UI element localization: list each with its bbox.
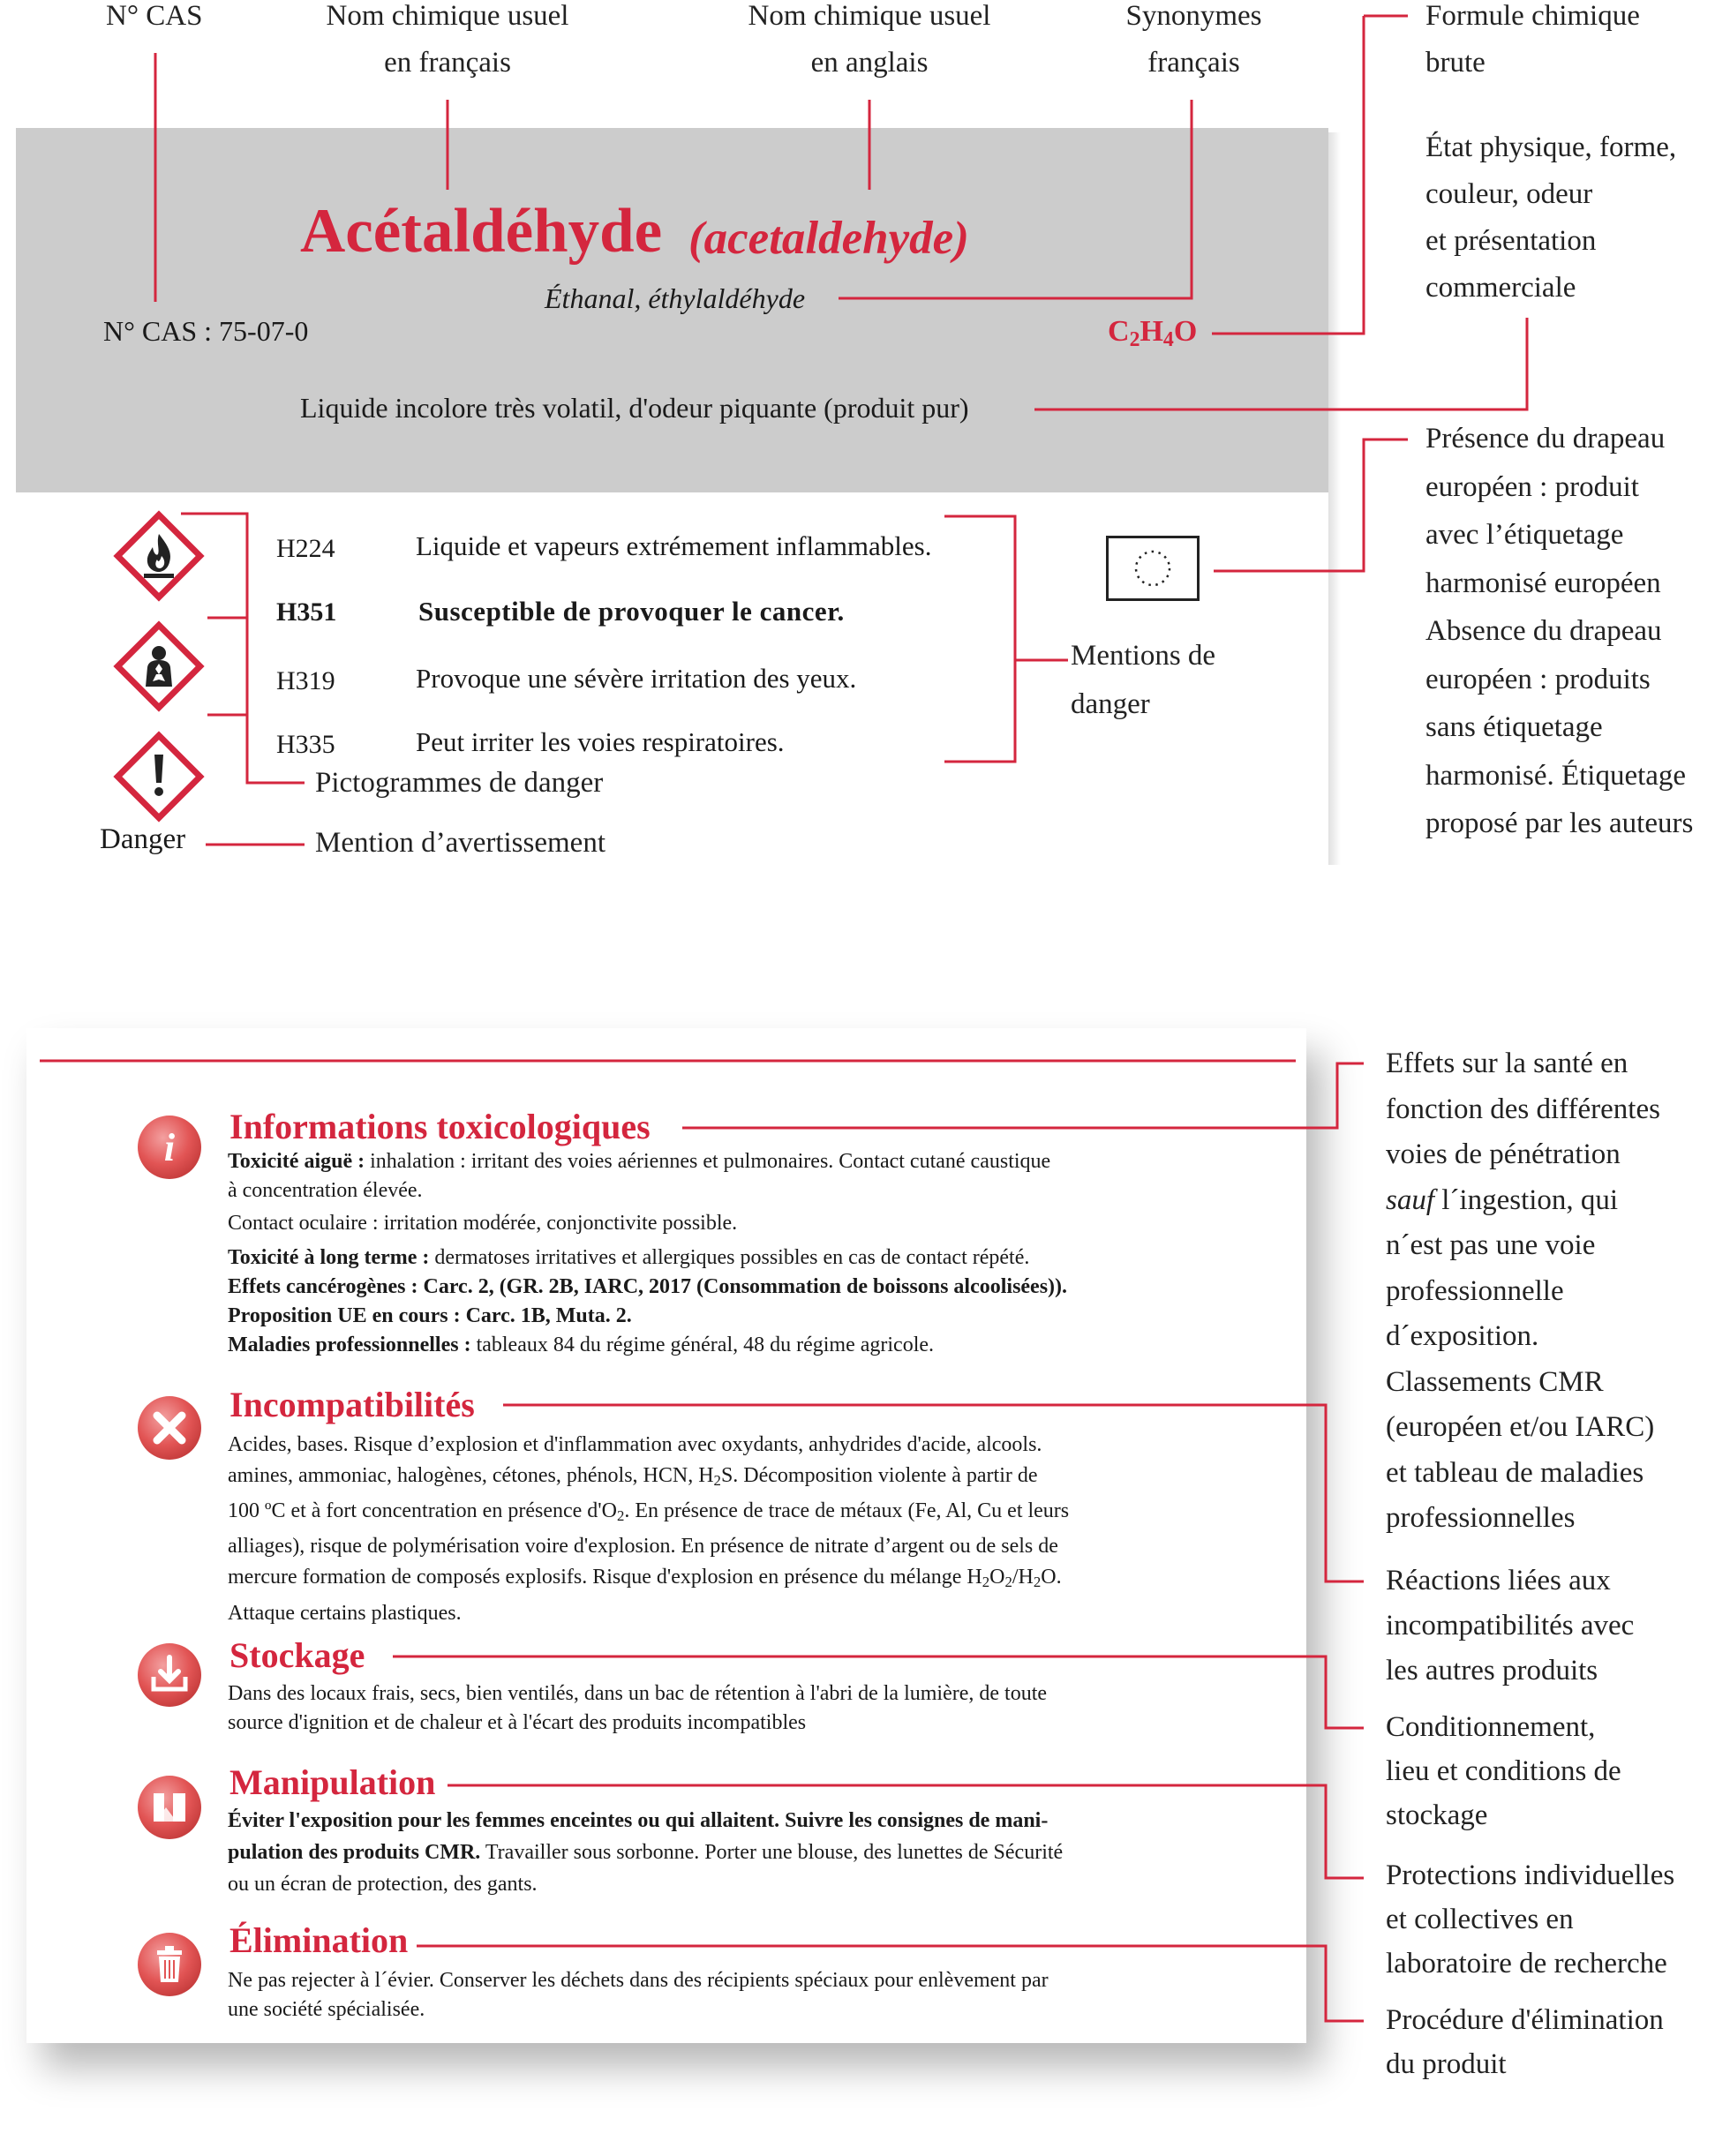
label-stock — [1386, 1705, 1621, 1837]
label-hazard-mentions-line2: danger — [1071, 688, 1150, 720]
stock-line: Dans des locaux frais, secs, bien ventilés, dans un bac de rétention à l'abri de la lumière, de toute — [228, 1682, 1048, 1705]
formula-h: H — [1140, 315, 1163, 348]
label-flag-line2: européen : produit — [1425, 470, 1639, 503]
label-name-fr-line1: Nom chimique usuel — [326, 0, 569, 32]
storage-icon — [134, 1640, 205, 1710]
label-state-line4: commerciale — [1425, 272, 1576, 304]
incomp-text: amines, ammoniac, halogènes, cétones, phénols, HCN, H — [228, 1464, 714, 1487]
formula-c-count: 2 — [1129, 327, 1140, 351]
label-tox-line: professionnelle — [1386, 1274, 1564, 1307]
hazard-text: Liquide et vapeurs extrémement inflammables. — [416, 530, 932, 561]
label-tox-text: l´ingestion, qui — [1434, 1183, 1619, 1216]
label-state-line2: couleur, odeur — [1425, 178, 1593, 210]
section-body-incomp — [228, 1430, 1269, 1629]
section-body-elim — [228, 1966, 1269, 2025]
label-stock-line: Conditionnement, — [1386, 1711, 1596, 1743]
label-manip-line: et collectives en — [1386, 1904, 1574, 1935]
incomp-sub: 2 — [1004, 1574, 1012, 1591]
section-title-elim: Élimination — [229, 1920, 409, 1960]
section-body-tox — [228, 1147, 1269, 1360]
tox-acute-label: Toxicité aiguë : — [228, 1150, 365, 1173]
label-name-en — [741, 0, 997, 86]
label-tox — [1386, 1041, 1660, 1542]
label-stock-line: lieu et conditions de — [1386, 1755, 1621, 1787]
tox-mp-label: Maladies professionnelles : — [228, 1333, 471, 1356]
section-title-tox: Informations toxicologiques — [229, 1107, 651, 1146]
incomp-text: S. Décomposition violente à partir de — [720, 1464, 1038, 1487]
incomp-text: /H — [1012, 1566, 1034, 1589]
hazard-code: H335 — [276, 730, 335, 759]
section-title-manip: Manipulation — [229, 1762, 436, 1802]
label-tox-line: Effets sur la santé en — [1386, 1048, 1628, 1079]
elim-line: une société spécialisée. — [228, 1998, 425, 2021]
label-name-en-line2: en anglais — [810, 47, 929, 79]
label-cas: N° CAS — [106, 0, 203, 32]
hazard-text: Susceptible de provoquer le cancer. — [418, 596, 845, 627]
label-synonyms-line1: Synonymes — [1125, 0, 1262, 32]
tox-longterm-label: Toxicité à long terme : — [228, 1246, 430, 1269]
label-elim — [1386, 1998, 1664, 2086]
tox-longterm-text: dermatoses irritatives et allergiques possibles en cas de contact répété. — [429, 1246, 1030, 1269]
manip-bold: pulation des produits CMR. — [228, 1841, 481, 1864]
health-hazard-pictogram-icon — [110, 618, 207, 715]
label-state-line3: et présentation — [1425, 225, 1597, 257]
cross-icon — [134, 1393, 205, 1463]
incomp-line — [228, 1461, 1269, 1496]
label-state-line1: État physique, forme, — [1425, 131, 1677, 163]
tox-line-acute-cont: à concentration élevée. — [228, 1179, 423, 1202]
label-synonyms — [1121, 0, 1267, 86]
label-flag-line3: avec l’étiquetage — [1425, 519, 1624, 551]
incomp-sub: 2 — [616, 1507, 625, 1525]
section-title-stock: Stockage — [229, 1635, 365, 1675]
manip-line: ou un écran de protection, des gants. — [228, 1873, 538, 1896]
product-formula — [1108, 315, 1197, 352]
label-manip-line: laboratoire de recherche — [1386, 1948, 1667, 1979]
tox-line-eu — [228, 1302, 1269, 1331]
label-name-en-line1: Nom chimique usuel — [748, 0, 991, 32]
label-name-fr-line2: en français — [384, 47, 511, 79]
tox-acute-text: inhalation : irritant des voies aériennes et pulmonaires. Contact cutané caustique — [365, 1150, 1051, 1173]
hazard-code: H224 — [276, 534, 335, 563]
label-elim-line: Procédure d'élimination — [1386, 2004, 1664, 2036]
label-incomp-line: Réactions liées aux — [1386, 1565, 1611, 1596]
section-body-stock — [228, 1679, 1269, 1738]
manip-line — [228, 1837, 1269, 1868]
label-incomp-line: les autres produits — [1386, 1655, 1598, 1686]
tox-carc-text: Effets cancérogènes : Carc. 2, (GR. 2B, IARC, 2017 (Consommation de boissons alcoolisées)). — [228, 1275, 1068, 1298]
incomp-line — [228, 1562, 1269, 1597]
label-elim-line: du produit — [1386, 2048, 1507, 2080]
incomp-text: O — [989, 1566, 1005, 1589]
label-tox-line: Classements CMR — [1386, 1365, 1604, 1398]
tox-line-carc — [228, 1273, 1269, 1302]
product-title-en: (acetaldehyde) — [688, 213, 969, 264]
label-tox-sauf: sauf — [1386, 1183, 1435, 1216]
label-formula-line2: brute — [1425, 47, 1486, 79]
formula-c: C — [1108, 315, 1130, 348]
label-formula-line1: Formule chimique — [1425, 0, 1640, 32]
label-tox-line: (européen et/ou IARC) — [1386, 1411, 1655, 1443]
incomp-text: . En présence de trace de métaux (Fe, Al, Cu et leurs — [624, 1499, 1070, 1523]
label-synonyms-line2: français — [1147, 47, 1240, 79]
incomp-sub: 2 — [1033, 1574, 1042, 1591]
exclamation-pictogram-icon — [110, 728, 207, 825]
eu-flag-icon — [1106, 536, 1200, 601]
label-incomp-line: incompatibilités avec — [1386, 1610, 1635, 1641]
section-title-incomp: Incompatibilités — [229, 1385, 475, 1424]
stock-line: source d'ignition et de chaleur et à l'écart des produits incompatibles — [228, 1711, 807, 1734]
tox-line-eye: Contact oculaire : irritation modérée, conjonctivite possible. — [228, 1212, 738, 1235]
label-tox-line: voies de pénétration — [1386, 1138, 1621, 1170]
incomp-line: Attaque certains plastiques. — [228, 1601, 462, 1625]
label-flag-line4: harmonisé européen — [1425, 567, 1661, 599]
label-formula — [1425, 0, 1640, 86]
label-stock-line: stockage — [1386, 1799, 1488, 1831]
label-hazard-mentions-line1: Mentions de — [1071, 640, 1216, 672]
info-icon — [134, 1112, 205, 1183]
product-cas: N° CAS : 75-07-0 — [103, 315, 309, 347]
incomp-line — [228, 1496, 1269, 1531]
tox-mp-text: tableaux 84 du régime général, 48 du régime agricole. — [470, 1333, 935, 1356]
incomp-sub: 2 — [982, 1574, 990, 1591]
formula-h-count: 4 — [1162, 327, 1174, 351]
trash-icon — [134, 1929, 205, 2000]
tox-line-mp — [228, 1331, 1269, 1360]
formula-o: O — [1173, 315, 1198, 348]
hazard-text: Peut irriter les voies respiratoires. — [416, 726, 785, 757]
label-pictograms: Pictogrammes de danger — [315, 767, 604, 799]
section-body-manip — [228, 1805, 1269, 1900]
flame-pictogram-icon — [110, 507, 207, 605]
tox-line-acute — [228, 1147, 1269, 1176]
product-state: Liquide incolore très volatil, d'odeur piquante (produit pur) — [300, 392, 969, 424]
hazard-code: H319 — [276, 666, 335, 695]
label-manip-line: Protections individuelles — [1386, 1859, 1675, 1891]
label-manip — [1386, 1853, 1674, 1986]
label-flag-line6: européen : produits — [1425, 663, 1651, 695]
label-incomp — [1386, 1559, 1634, 1694]
product-synonyms: Éthanal, éthylaldéhyde — [545, 282, 806, 314]
hazard-text: Provoque une sévère irritation des yeux. — [416, 663, 857, 694]
svg-text:i: i — [163, 1126, 176, 1169]
label-flag-line7: sans étiquetage — [1425, 711, 1603, 743]
label-tox-line: fonction des différentes — [1386, 1093, 1660, 1125]
manip-text: Travailler sous sorbonne. Porter une blouse, des lunettes de Sécurité — [480, 1841, 1064, 1864]
label-flag — [1425, 415, 1693, 848]
label-state — [1425, 124, 1676, 312]
label-tox-line: professionnelles — [1386, 1502, 1576, 1534]
label-tox-line — [1386, 1178, 1660, 1224]
label-tox-line: n´est pas une voie — [1386, 1229, 1596, 1261]
product-title-fr: Acétaldéhyde — [300, 197, 663, 266]
incomp-line: alliages), risque de polymérisation voire d'explosion. En présence de nitrate d’argent ou de sels de — [228, 1535, 1058, 1559]
label-tox-line: et tableau de maladies — [1386, 1456, 1644, 1489]
manipulation-icon — [134, 1772, 205, 1843]
label-name-fr — [320, 0, 575, 86]
label-flag-line9: proposé par les auteurs — [1425, 808, 1694, 839]
tox-eu-text: Proposition UE en cours : Carc. 1B, Muta. 2. — [228, 1304, 632, 1327]
label-hazard-mentions — [1071, 632, 1215, 729]
incomp-sub: 2 — [713, 1472, 721, 1490]
label-flag-line5: Absence du drapeau — [1425, 615, 1662, 647]
elim-line: Ne pas rejecter à l´évier. Conserver les déchets dans des récipients spéciaux pour enlèvement par — [228, 1969, 1049, 1992]
incomp-text: O. — [1041, 1566, 1062, 1589]
hazard-code: H351 — [276, 597, 337, 627]
label-flag-line8: harmonisé. Étiquetage — [1425, 759, 1687, 792]
incomp-text: mercure formation de composés explosifs. Risque d'explosion en présence du mélange H — [228, 1566, 982, 1589]
manip-bold: Éviter l'exposition pour les femmes enceintes ou qui allaitent. Suivre les consignes de mani- — [228, 1809, 1049, 1832]
incomp-text: 100 ºC et à fort concentration en présence d'O — [228, 1499, 617, 1523]
signal-word: Danger — [100, 823, 186, 855]
label-flag-line1: Présence du drapeau — [1425, 423, 1666, 454]
label-tox-line: d´exposition. — [1386, 1320, 1539, 1352]
label-signal-word: Mention d’avertissement — [315, 827, 606, 859]
manip-line — [228, 1805, 1269, 1837]
incomp-line: Acides, bases. Risque d’explosion et d'inflammation avec oxydants, anhydrides d'acide, alcools. — [228, 1433, 1042, 1456]
tox-line-longterm — [228, 1243, 1269, 1273]
